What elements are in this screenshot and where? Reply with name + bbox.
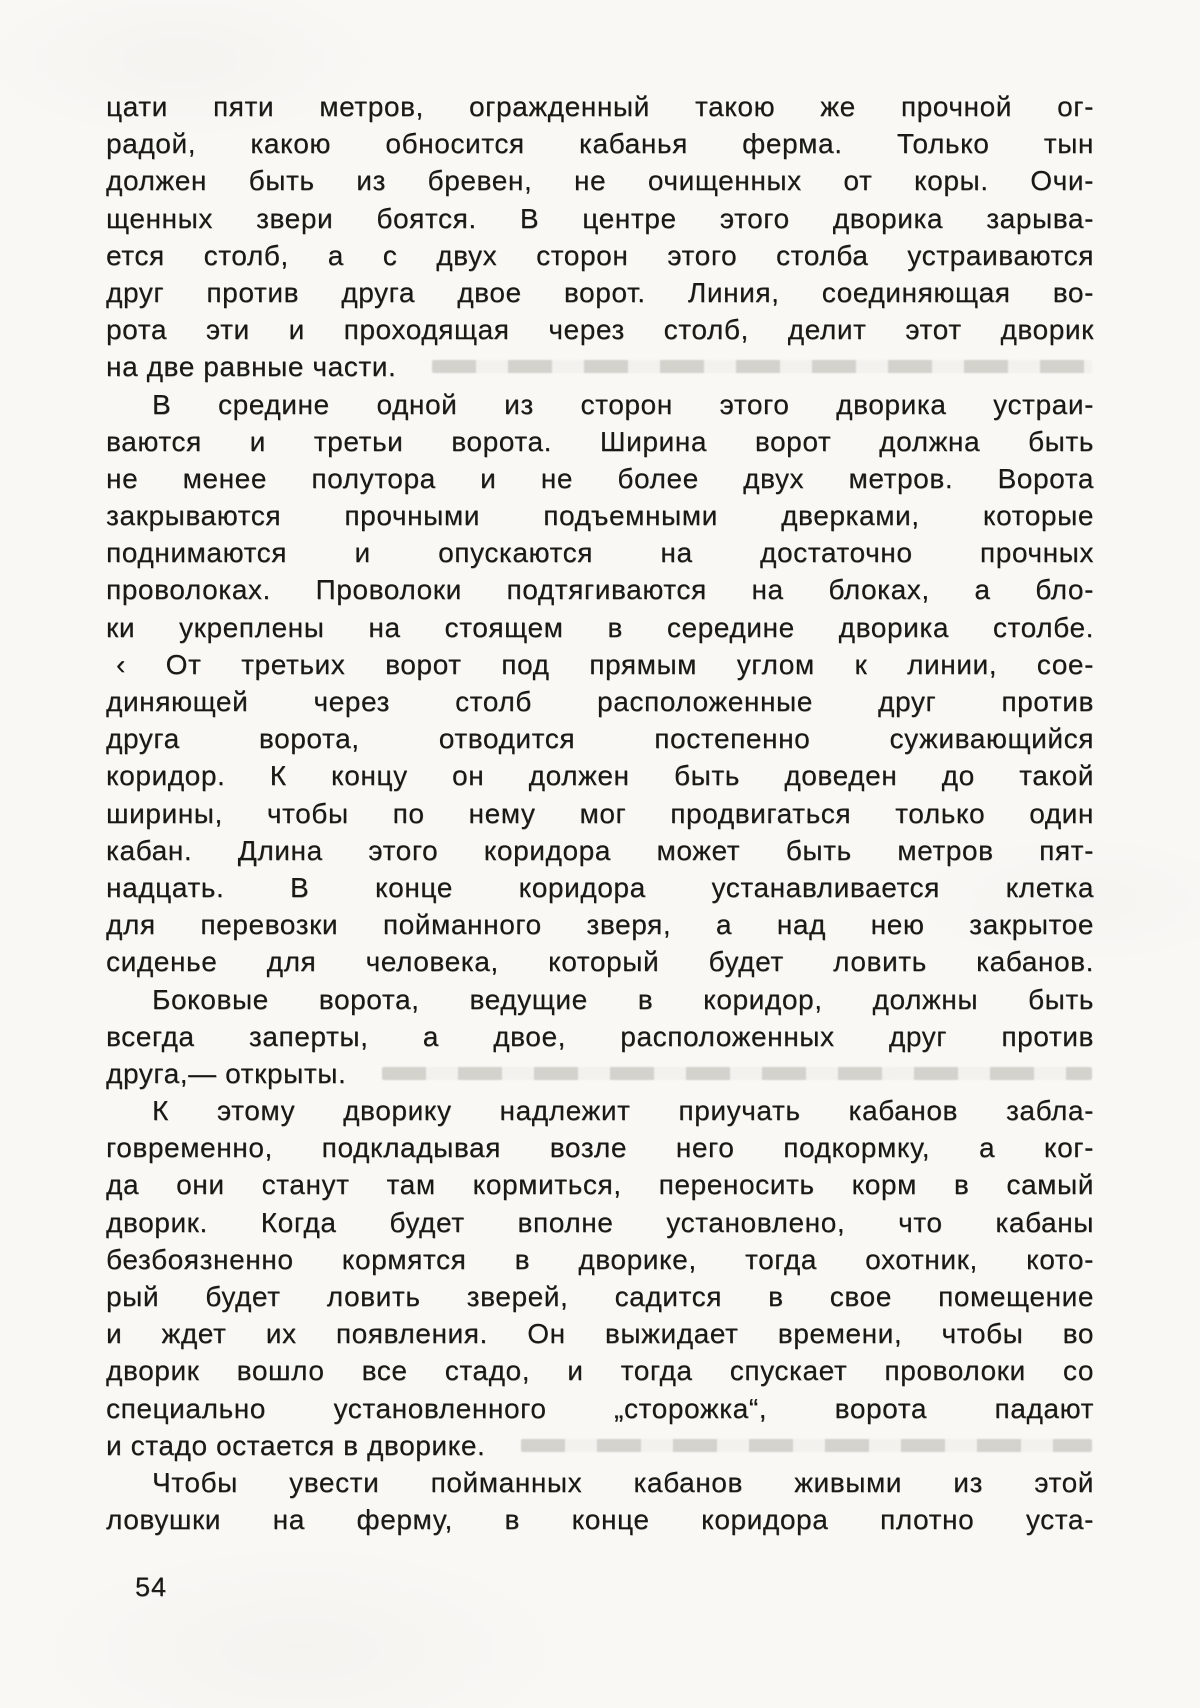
text-line xyxy=(106,274,1094,311)
text-line xyxy=(106,832,1094,869)
text-line-content: цати пяти метров, огражденный такою же прочной ог- xyxy=(106,91,1094,122)
text-line xyxy=(106,348,1094,385)
text-line xyxy=(106,1352,1094,1389)
text-line-content: Боковые ворота, ведущие в коридор, должны быть xyxy=(152,983,1094,1015)
scan-ghost-artifact xyxy=(521,1439,1092,1452)
text-line-content: ется столб, а с двух сторон этого столба устраиваются xyxy=(106,239,1094,271)
text-line-content: всегда заперты, а двое, расположенных друг против xyxy=(106,1020,1094,1052)
text-line-content: рый будет ловить зверей, садится в свое помещение xyxy=(106,1281,1094,1312)
text-line xyxy=(106,1278,1094,1315)
text-line-content: надцать. В конце коридора устанавливается клетка xyxy=(106,871,1094,903)
text-line xyxy=(106,162,1094,199)
text-line-content: должен быть из бревен, не очищенных от коры. Очи- xyxy=(106,165,1094,197)
text-line xyxy=(106,646,1094,683)
text-line xyxy=(106,1092,1094,1129)
text-line-content: для перевозки пойманного зверя, а над нею закрытое xyxy=(106,909,1094,941)
text-line-content: закрываются прочными подъемными дверками, которые xyxy=(106,500,1094,532)
text-line-content: говременно, подкладывая возле него подкормку, а ког- xyxy=(106,1132,1094,1164)
text-line xyxy=(106,720,1094,757)
page-number: 54 xyxy=(135,1572,168,1602)
text-line xyxy=(106,609,1094,646)
text-line-content: Чтобы увести пойманных кабанов живыми из этой xyxy=(152,1466,1094,1498)
page-text xyxy=(106,88,1094,1538)
text-line xyxy=(106,1166,1094,1203)
text-line-content: и стадо остается в дворике. xyxy=(106,1429,486,1461)
text-line xyxy=(106,88,1094,125)
text-line-content: ки укреплены на стоящем в середине дворика столбе. xyxy=(106,611,1094,643)
text-line-content: ‹ От третьих ворот под прямым углом к линии, сое- xyxy=(116,648,1094,680)
text-line xyxy=(106,237,1094,274)
text-line xyxy=(106,497,1094,534)
text-line xyxy=(106,683,1094,720)
text-line xyxy=(106,757,1094,794)
text-line xyxy=(106,1055,1094,1092)
text-line xyxy=(106,125,1094,162)
text-line xyxy=(106,460,1094,497)
text-line xyxy=(106,943,1094,980)
text-line xyxy=(106,1390,1094,1427)
text-line-content: К этому дворику надлежит приучать кабанов забла- xyxy=(152,1095,1094,1127)
text-line-content: на две равные части. xyxy=(106,351,397,383)
text-line xyxy=(106,386,1094,423)
text-line-content: коридор. К концу он должен быть доведен до такой xyxy=(106,760,1094,792)
text-line-content: специально установленного „сторожка“, ворота падают xyxy=(106,1392,1094,1424)
text-line xyxy=(106,869,1094,906)
text-line-content: и ждет их появления. Он выжидает времени, чтобы во xyxy=(106,1318,1094,1350)
text-line-content: друга,— открыты. xyxy=(106,1057,347,1089)
text-line xyxy=(106,1204,1094,1241)
text-line-content: ширины, чтобы по нему мог продвигаться только один xyxy=(106,797,1094,829)
text-line xyxy=(106,981,1094,1018)
text-line-content: поднимаются и опускаются на достаточно прочных xyxy=(106,537,1094,569)
text-line xyxy=(106,1315,1094,1352)
text-line xyxy=(106,571,1094,608)
text-line xyxy=(106,1241,1094,1278)
text-line-content: друга ворота, отводится постепенно суживающийся xyxy=(106,723,1094,755)
text-line xyxy=(106,534,1094,571)
text-line xyxy=(106,1018,1094,1055)
text-line xyxy=(106,795,1094,832)
text-line-content: да они станут там кормиться, переносить корм в самый xyxy=(106,1169,1094,1201)
text-line xyxy=(106,423,1094,460)
text-line-content: ловушки на ферму, в конце коридора плотно уста- xyxy=(106,1504,1094,1536)
text-line-content: рота эти и проходящая через столб, делит этот дворик xyxy=(106,314,1094,346)
scan-ghost-artifact xyxy=(382,1067,1092,1080)
text-line-content: кабан. Длина этого коридора может быть метров пят- xyxy=(106,834,1094,866)
text-line-content: дворик вошло все стадо, и тогда спускает проволоки со xyxy=(106,1355,1094,1387)
text-line-content: не менее полутора и не более двух метров. Ворота xyxy=(106,462,1094,494)
text-line xyxy=(106,1129,1094,1166)
text-line-content: В средине одной из сторон этого дворика устраи- xyxy=(152,388,1094,420)
text-line-content: диняющей через столб расположенные друг против xyxy=(106,686,1094,717)
text-line-content: друг против друга двое ворот. Линия, соединяющая во- xyxy=(106,276,1094,308)
text-line-content: радой, какою обносится кабанья ферма. Только тын xyxy=(106,128,1094,160)
text-line-content: безбоязненно кормятся в дворике, тогда охотник, кото- xyxy=(106,1243,1094,1275)
text-line xyxy=(106,1501,1094,1538)
text-line xyxy=(106,1427,1094,1464)
text-line xyxy=(106,906,1094,943)
text-line xyxy=(106,311,1094,348)
scan-ghost-artifact xyxy=(432,360,1092,373)
text-line-content: дворик. Когда будет вполне установлено, что кабаны xyxy=(106,1206,1094,1238)
text-line-content: сиденье для человека, который будет ловить кабанов. xyxy=(106,946,1094,978)
text-line xyxy=(106,1464,1094,1501)
text-line-content: проволоках. Проволоки подтягиваются на блоках, а бло- xyxy=(106,574,1094,606)
text-line-content: щенных звери боятся. В центре этого дворика зарыва- xyxy=(106,202,1094,234)
text-line xyxy=(106,200,1094,237)
text-line-content: ваются и третьи ворота. Ширина ворот должна быть xyxy=(106,425,1094,457)
